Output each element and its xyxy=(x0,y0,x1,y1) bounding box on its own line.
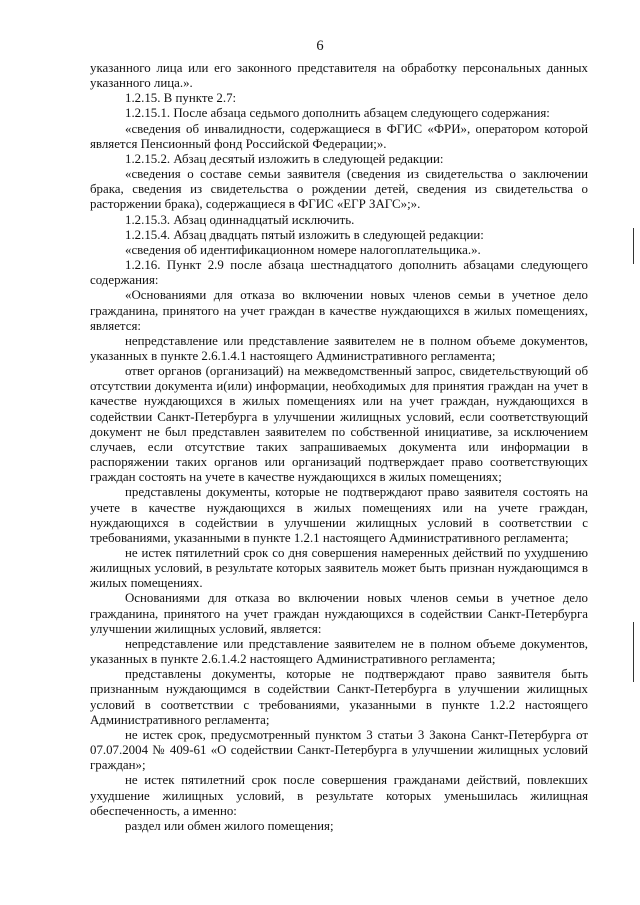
paragraph-ground-2e: раздел или обмен жилого помещения; xyxy=(125,818,334,833)
paragraph-item-1-2-15-2: 1.2.15.2. Абзац десятый изложить в следующей редакции: xyxy=(125,151,444,166)
page-number: 6 xyxy=(316,38,324,54)
paragraph-item-1-2-16: 1.2.16. Пункт 2.9 после абзаца шестнадцатого дополнить абзацами следующего содержания: xyxy=(90,258,588,288)
paragraph-item-1-2-15-4: 1.2.15.4. Абзац двадцать пятый изложить в следующей редакции: xyxy=(125,227,484,242)
paragraph-item-1-2-15-1: 1.2.15.1. После абзаца седьмого дополнить абзацем следующего содержания: xyxy=(125,106,550,121)
paragraph-ground-1b: ответ органов (организаций) на межведомственный запрос, свидетельствующий об отсутствии документа и(или) информации, необходимых для принятия граждан на учет в качестве нуждающихся в жилых помещениях или на учет граждан, нуждающихся в содействии Санкт-Петербурга в улучшении жилищных условий, если соответствующий документ не был представлен заявителем по собственной инициативе, за исключением случаев, если отсутствие таких запрашиваемых документа или информации в распоряжении таких органов или организаций подтверждает право соответствующих граждан состоять на учете в качестве нуждающихся в жилых помещениях; xyxy=(90,364,588,485)
paragraph-item-1-2-15: 1.2.15. В пункте 2.7: xyxy=(125,91,237,106)
document-body xyxy=(90,61,588,834)
paragraph-ground-1c: представлены документы, которые не подтверждают право заявителя состоять на учете в качестве нуждающихся в жилых помещениях или на учете граждан, нуждающихся в содействии в улучшении жилищных условий в соответствии с требованиями, указанными в пункте 1.2.1 настоящего Административного регламента; xyxy=(90,485,588,545)
scan-edge-mark xyxy=(633,622,634,682)
scan-edge-mark xyxy=(633,228,634,264)
paragraph-quote-inn: «сведения об идентификационном номере налогоплательщика.». xyxy=(125,242,481,257)
paragraph-ground-2d: не истек пятилетний срок после совершения гражданами действий, повлекших ухудшение жилищных условий, в результате которых уменьшилась жилищная обеспеченность, а именно: xyxy=(90,773,588,818)
paragraph-item-1-2-15-3: 1.2.15.3. Абзац одиннадцатый исключить. xyxy=(125,212,355,227)
paragraph-continuation: указанного лица или его законного представителя на обработку персональных данных указанного лица.». xyxy=(90,61,588,91)
paragraph-ground-2a: непредставление или представление заявителем не в полном объеме документов, указанных в пункте 2.6.1.4.2 настоящего Административного регламента; xyxy=(90,636,588,667)
paragraph-ground-1a: непредставление или представление заявителем не в полном объеме документов, указанных в пункте 2.6.1.4.1 настоящего Административного регламента; xyxy=(90,333,588,363)
paragraph-quote-disability: «сведения об инвалидности, содержащиеся в ФГИС «ФРИ», оператором которой является Пенсионный фонд Российской Федерации;». xyxy=(90,121,588,151)
paragraph-ground-2c: не истек срок, предусмотренный пунктом 3 статьи 3 Закона Санкт-Петербурга от 07.07.2004 № 409-61 «О содействии Санкт-Петербурга в улучшении жилищных условий граждан»; xyxy=(90,727,588,773)
paragraph-grounds-1: «Основаниями для отказа во включении новых членов семьи в учетное дело гражданина, принятого на учет граждан в качестве нуждающихся в жилых помещениях, является: xyxy=(90,288,588,333)
paragraph-ground-2b: представлены документы, которые не подтверждают право заявителя быть признанным нуждающимся в содействии Санкт-Петербурга в улучшении жилищных условий в соответствии с требованиями, указанными в пункте 1.2.2 настоящего Административного регламента; xyxy=(90,667,588,727)
paragraph-quote-family: «сведения о составе семьи заявителя (сведения из свидетельства о заключении брака, сведения из свидетельства о рождении детей, сведения из свидетельства о расторжении брака), содержащиеся в ФГИС «ЕГР ЗАГС»;». xyxy=(90,167,588,212)
paragraph-grounds-2: Основаниями для отказа во включении новых членов семьи в учетное дело гражданина, принятого на учет граждан нуждающихся в содействии Санкт-Петербурга улучшении жилищных условий, является: xyxy=(90,591,588,636)
paragraph-ground-1d: не истек пятилетний срок со дня совершения намеренных действий по ухудшению жилищных условий, в результате которых заявитель может быть признан нуждающимся в жилых помещениях. xyxy=(90,546,588,591)
